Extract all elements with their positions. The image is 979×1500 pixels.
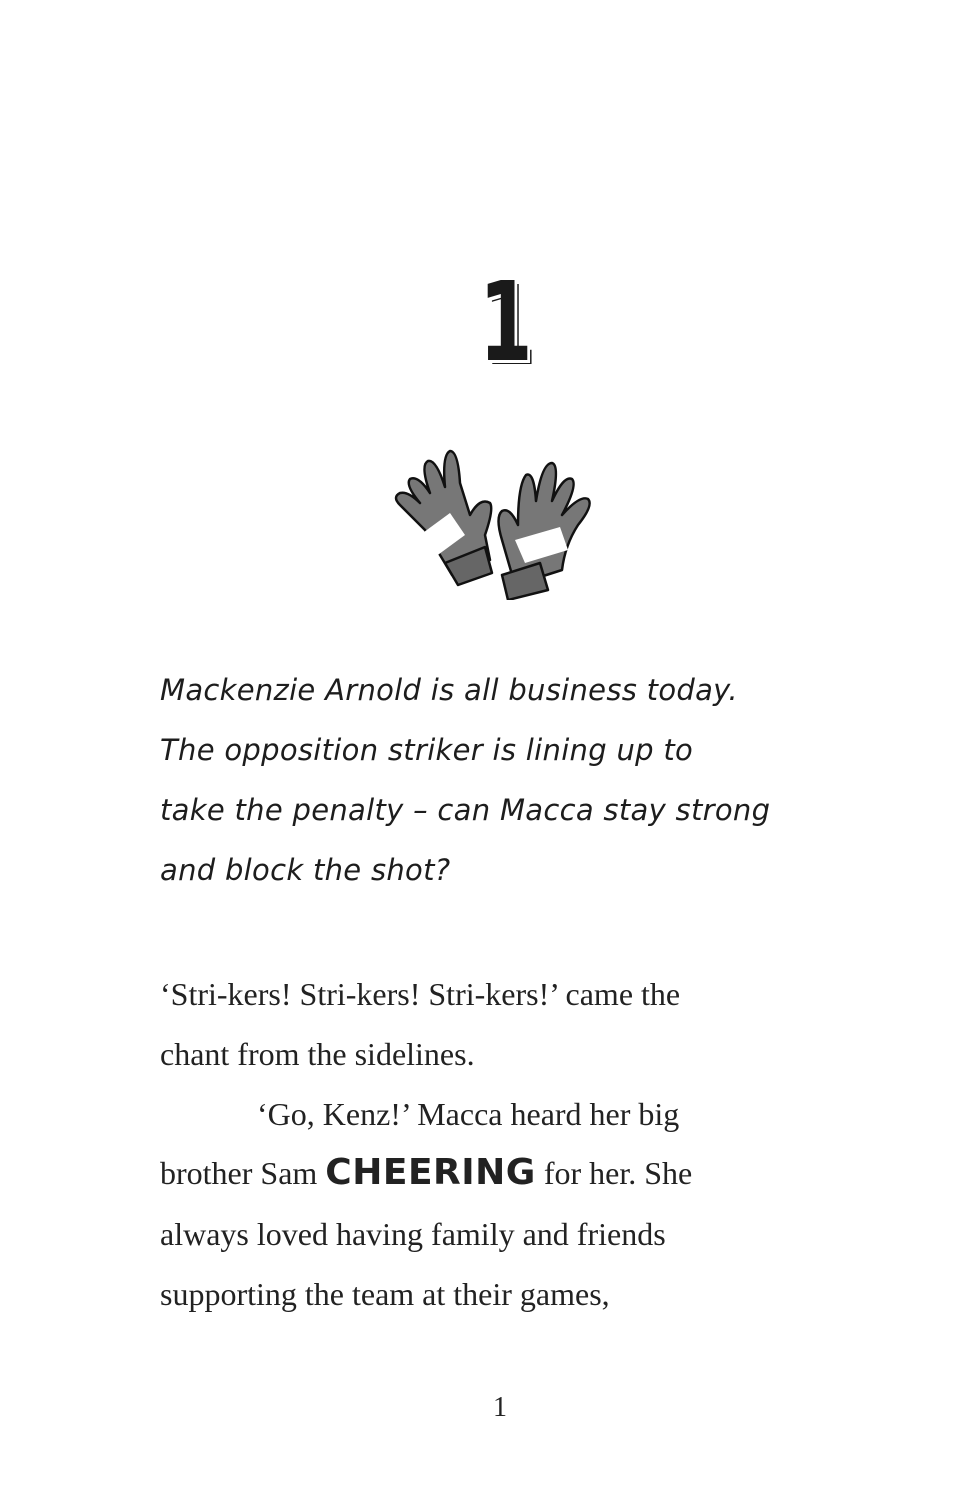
intro-line: take the penalty – can Macca stay strong (160, 793, 771, 827)
left-glove-icon (396, 451, 492, 585)
body-text: brother Sam (160, 1155, 326, 1191)
body-line: ‘Go, Kenz!’ Macca heard her big (257, 1096, 680, 1132)
intro-line: The opposition striker is lining up to (160, 733, 694, 767)
intro-line: Mackenzie Arnold is all business today. (160, 673, 738, 707)
body-line: always loved having family and friends (160, 1216, 666, 1252)
body-line: supporting the team at their games, (160, 1276, 610, 1312)
body-text: for her. She (535, 1155, 693, 1191)
right-glove-icon (499, 463, 590, 600)
page-number: 1 (493, 1392, 507, 1423)
intro-line: and block the shot? (160, 853, 451, 887)
goalkeeper-gloves-illustration (390, 435, 610, 600)
body-line: chant from the sidelines. (160, 1036, 475, 1072)
emphasis-word: CHEERING (325, 1152, 536, 1193)
body-line: ‘Stri-kers! Stri-kers! Stri-kers!’ came the (160, 976, 681, 1012)
chapter-number: 1 (479, 258, 533, 386)
body-line (160, 1152, 692, 1193)
